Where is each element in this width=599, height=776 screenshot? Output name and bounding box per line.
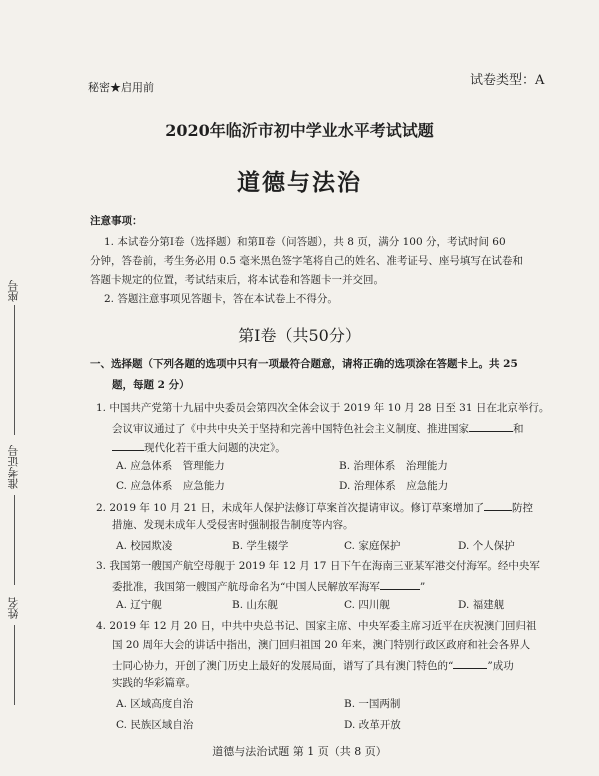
section-instructions-2: 题，每题 2 分） [112, 379, 190, 391]
notes-heading: 注意事项： [90, 215, 143, 227]
q2-stem-2: 措施、发现未成年人受侵害时强制报告制度等内容。 [112, 519, 354, 531]
note-line-3: 答题卡规定的位置，考试结束后，将本试卷和答题卡一并交回。 [90, 274, 384, 286]
q3-option-a: A. 辽宁舰 [116, 599, 162, 611]
q4-stem-1: 4. 2019 年 12 月 20 日，中共中央总书记、国家主席、中央军委主席习近平在庆祝澳门回归祖 [96, 620, 537, 632]
subject-title: 道德与法治 [237, 169, 362, 196]
q3-stem-2: 委批准，我国第一艘国产航母命名为“中国人民解放军海军 ” [112, 578, 425, 594]
note-line-1: 1. 本试卷分第Ⅰ卷（选择题）和第Ⅱ卷（问答题），共 8 页，满分 100 分，考试时间 60 [104, 236, 506, 248]
section-instructions-1: 一、选择题（下列各题的选项中只有一项最符合题意，请将正确的选项涂在答题卡上。共 25 [90, 358, 518, 370]
q1-stem-3: 现代化若干重大问题的决定》。 [112, 439, 286, 455]
q1-option-a: A. 应急体系 管理能力 [116, 460, 225, 472]
q2-option-d: D. 个人保护 [458, 540, 515, 552]
q1-blank-1 [469, 420, 513, 432]
page-footer: 道德与法治试题 第 1 页（共 8 页） [212, 745, 387, 758]
q1-stem-2: 会议审议通过了《中共中央关于坚持和完善中国特色社会主义制度、推进国家 和 [112, 420, 524, 436]
q1-option-b: B. 治理体系 治理能力 [339, 460, 448, 472]
q2-option-a: A. 校园欺凌 [116, 540, 173, 552]
q1-stem-1: 1. 中国共产党第十九届中央委员会第四次全体会议于 2019 年 10 月 28 日至 31 日在北京举行。 [96, 402, 550, 414]
q3-option-d: D. 福建舰 [458, 599, 505, 611]
q2-option-c: C. 家庭保护 [344, 540, 401, 552]
q4-stem-3: 士同心协力，开创了澳门历史上最好的发展局面，谱写了具有澳门特色的“ ”成功 [112, 657, 514, 673]
q1-option-c: C. 应急体系 应急能力 [116, 480, 225, 492]
q2-stem-1: 2. 2019 年 10 月 21 日，未成年人保护法修订草案首次提请审议。修订草案增加了 防控 [96, 499, 533, 515]
q3-stem-1: 3. 我国第一艘国产航空母舰于 2019 年 12 月 17 日下午在海南三亚某军港交付海军。经中央军 [96, 560, 540, 572]
q4-option-b: B. 一国两制 [344, 698, 401, 710]
exam-number-label: 准考证号 [7, 445, 20, 489]
section-title: 第Ⅰ卷（共50分） [238, 326, 361, 345]
seat-label: 座号 [7, 280, 20, 302]
exam-title: 2020年临沂市初中学业水平考试试题 [165, 121, 434, 140]
q2-blank [484, 499, 512, 511]
q3-option-c: C. 四川舰 [344, 599, 390, 611]
confidential-label: 秘密★启用前 [88, 81, 154, 94]
paper-type-label: 试卷类型：A [470, 73, 545, 88]
name-line [14, 625, 15, 705]
q4-option-a: A. 区域高度自治 [116, 698, 194, 710]
q1-blank-2 [112, 439, 144, 451]
q4-blank [453, 657, 487, 669]
exam-number-line [14, 495, 15, 585]
q4-stem-2: 国 20 周年大会的讲话中指出，澳门回归祖国 20 年来，澳门特别行政区政府和社会各界人 [112, 639, 531, 651]
q2-option-b: B. 学生辍学 [232, 540, 289, 552]
note-line-2: 分钟，答卷前，考生务必用 0.5 毫米黑色签字笔将自己的姓名、准考证号、座号填写在试卷和 [90, 255, 523, 267]
q3-option-b: B. 山东舰 [232, 599, 278, 611]
q4-option-c: C. 民族区域自治 [116, 719, 194, 731]
name-label: 姓名 [7, 597, 20, 619]
q4-stem-4: 实践的华彩篇章。 [112, 677, 196, 689]
q4-option-d: D. 改革开放 [344, 719, 401, 731]
note-line-4: 2. 答题注意事项见答题卡，答在本试卷上不得分。 [104, 293, 338, 305]
q3-blank [380, 578, 420, 590]
q1-option-d: D. 治理体系 应急能力 [339, 480, 449, 492]
